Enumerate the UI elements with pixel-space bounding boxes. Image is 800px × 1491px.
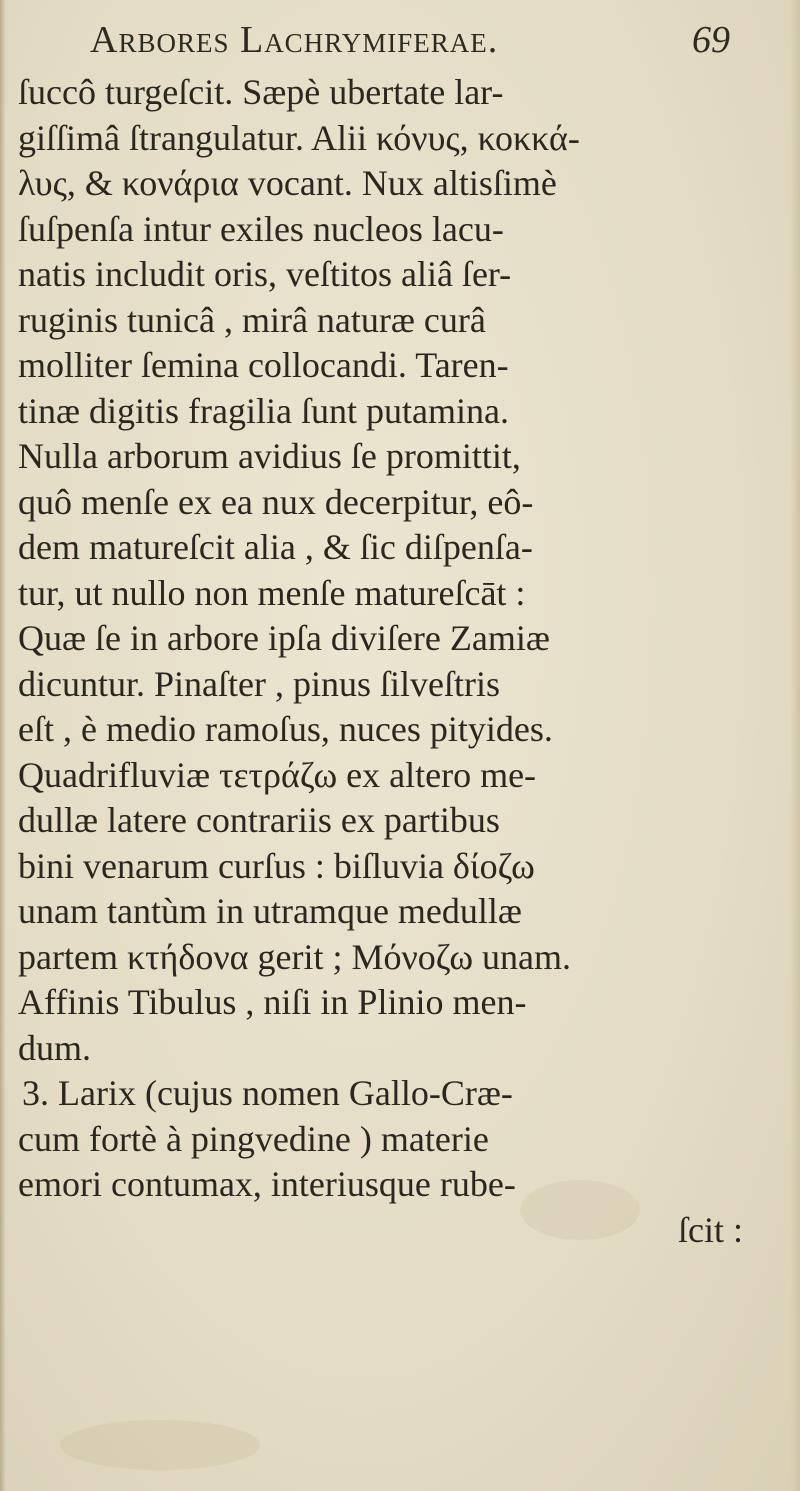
paper-stain bbox=[60, 1420, 260, 1470]
catchword: ſcit : bbox=[678, 1209, 743, 1250]
text-line: Nulla arborum avidius ſe promittit, bbox=[18, 436, 521, 476]
running-title: Arbores Lachrymiferae. bbox=[90, 19, 499, 61]
text-line: ruginis tunicâ , mirâ naturæ curâ bbox=[18, 299, 486, 340]
text-line: λυς, & κονάρια vocant. Nux altisſimè bbox=[18, 163, 557, 203]
page-number: 69 bbox=[692, 19, 730, 61]
text-line: dem matureſcit alia , & ſic diſpenſa- bbox=[18, 527, 533, 567]
text-line: Affinis Tibulus , niſi in Plinio men- bbox=[18, 982, 527, 1022]
body-text bbox=[18, 70, 798, 1253]
text-line: dullæ latere contrariis ex partibus bbox=[18, 800, 500, 840]
page-header bbox=[90, 18, 730, 62]
text-line: eſt , è medio ramoſus, nuces pityides. bbox=[18, 709, 553, 749]
text-line: Quæ ſe in arbore ipſa diviſere Zamiæ bbox=[18, 618, 550, 658]
text-line: unam tantùm in utramque medullæ bbox=[18, 891, 522, 931]
text-line: ſuſpenſa intur exiles nucleos lacu- bbox=[18, 208, 504, 249]
text-line: tur, ut nullo non menſe matureſcāt : bbox=[18, 572, 526, 613]
text-line: molliter ſemina collocandi. Taren- bbox=[18, 345, 509, 385]
text-line: natis includit oris, veſtitos aliâ ſer- bbox=[18, 254, 512, 294]
text-line: partem κτήδονα gerit ; Μόνοζω unam. bbox=[18, 936, 572, 977]
text-line: cum fortè à pingvedine ) materie bbox=[18, 1118, 489, 1159]
text-line: giſſimâ ſtrangulatur. Alii κόνυς, κοκκά- bbox=[18, 117, 580, 158]
text-line: tinæ digitis fragilia ſunt putamina. bbox=[18, 390, 509, 431]
text-line: 3. Larix (cujus nomen Gallo-Cræ- bbox=[22, 1073, 513, 1113]
page-edge-left bbox=[0, 0, 6, 1491]
text-line: ſuccô turgeſcit. Sæpè ubertate lar- bbox=[18, 72, 504, 112]
text-line: dicuntur. Pinaſter , pinus ſilveſtris bbox=[18, 663, 500, 704]
text-line: bini venarum curſus : biſluvia δίοζω bbox=[18, 845, 535, 886]
text-line: emori contumax, interiusque rube- bbox=[18, 1164, 516, 1204]
text-line: dum. bbox=[18, 1027, 92, 1068]
text-line: quô menſe ex ea nux decerpitur, eô- bbox=[18, 481, 534, 522]
text-line: Quadrifluviæ τετράζω ex altero me- bbox=[18, 754, 537, 795]
